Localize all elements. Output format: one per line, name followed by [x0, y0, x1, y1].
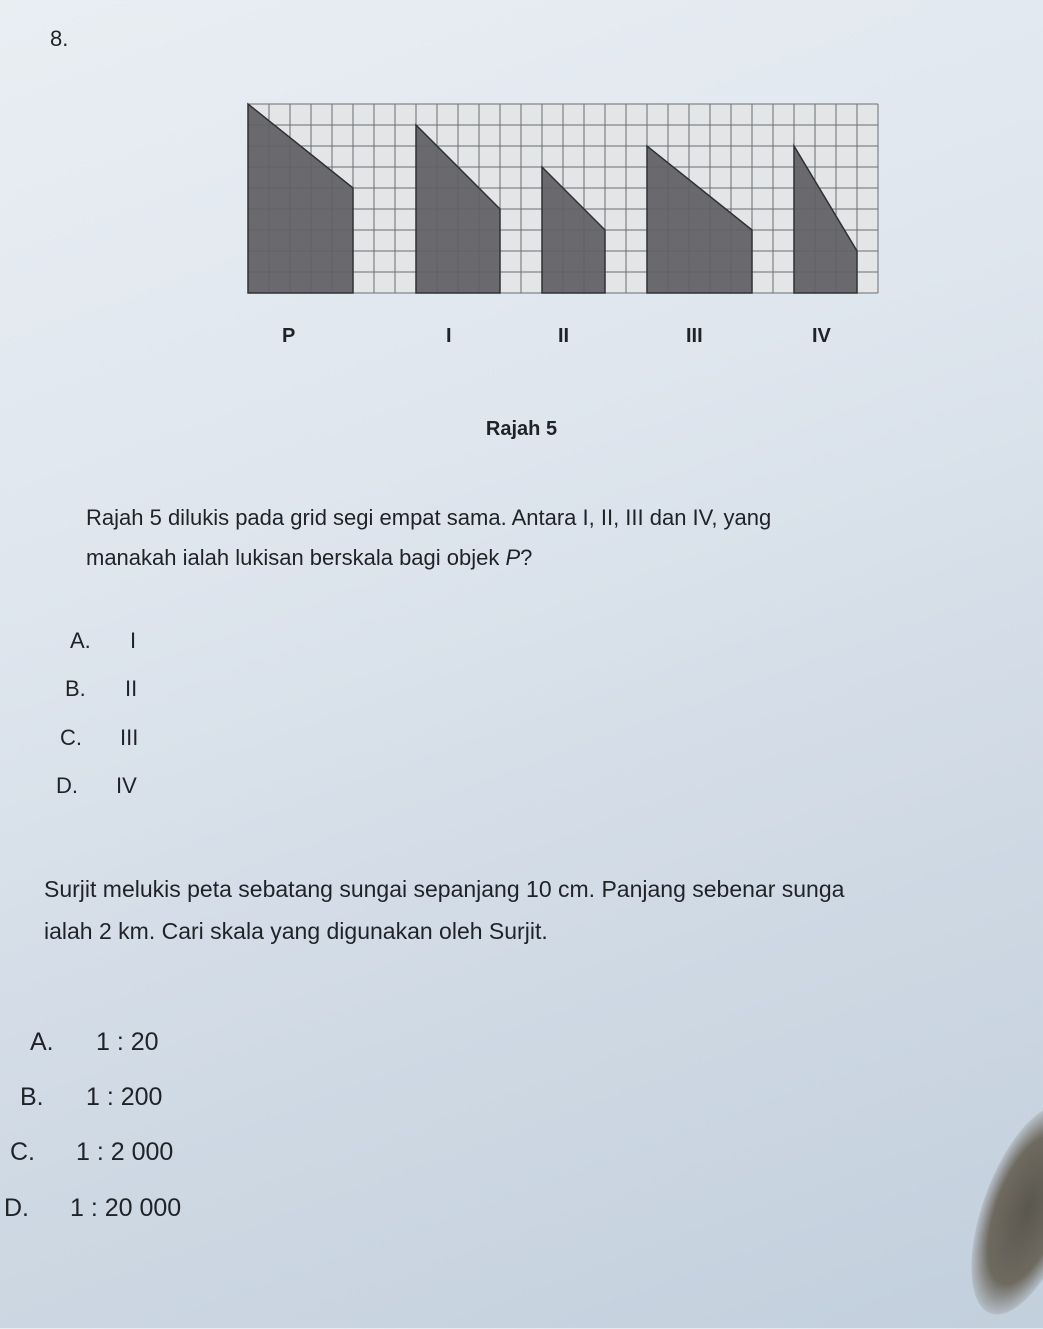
figure-caption: Rajah 5	[485, 418, 558, 440]
option-a[interactable]: A. I	[70, 628, 137, 653]
rajah-5-grid-figure	[0, 0, 1043, 330]
option-9-c[interactable]: C. 1 : 2 000	[10, 1138, 174, 1166]
question-8-line-1: Rajah 5 dilukis pada grid segi empat sama. Antara I, II, III dan IV, yang	[86, 505, 772, 530]
option-c[interactable]: C. III	[60, 725, 139, 750]
thumb-shadow	[948, 1091, 1043, 1329]
label-i: I	[446, 325, 452, 347]
option-9-a[interactable]: A. 1 : 20	[30, 1028, 159, 1056]
label-ii: II	[558, 325, 570, 347]
option-b[interactable]: B. II	[65, 676, 138, 701]
label-iii: III	[686, 325, 703, 347]
option-9-b[interactable]: B. 1 : 200	[20, 1083, 163, 1111]
option-9-d[interactable]: D. 1 : 20 000	[4, 1194, 182, 1222]
question-9-line-1: Surjit melukis peta sebatang sungai sepanjang 10 cm. Panjang sebenar sunga	[44, 876, 845, 902]
question-number: 8.	[50, 26, 69, 51]
option-d[interactable]: D. IV	[56, 773, 137, 798]
question-9-line-2: ialah 2 km. Cari skala yang digunakan oleh Surjit.	[44, 918, 548, 944]
label-iv: IV	[812, 325, 831, 347]
question-8-line-2: manakah ialah lukisan berskala bagi objek P?	[86, 545, 533, 570]
label-p: P	[282, 325, 296, 347]
question-9-text	[44, 868, 1043, 952]
question-8-text	[86, 498, 1036, 578]
